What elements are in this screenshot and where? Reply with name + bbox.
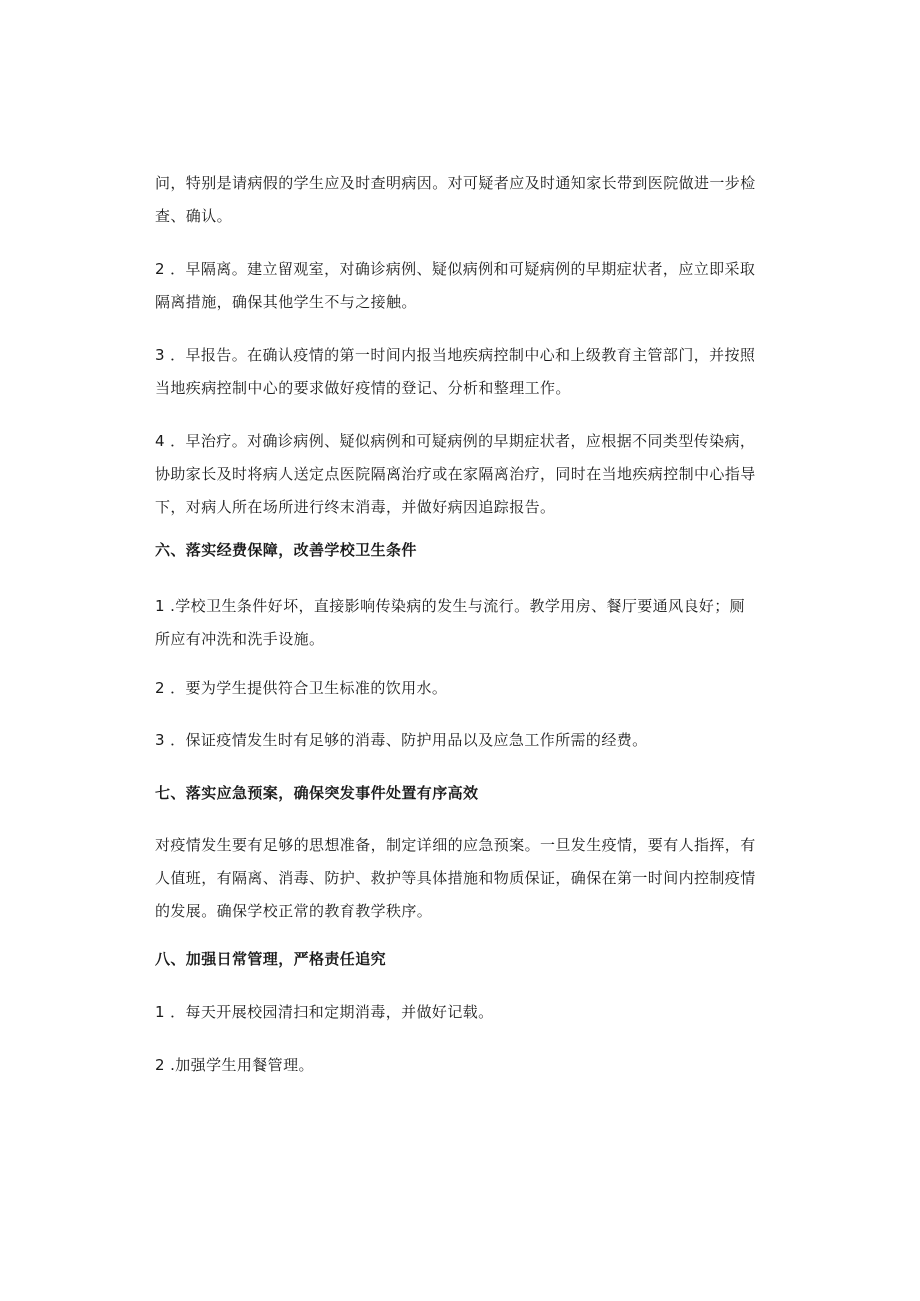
text-line: 隔离措施，确保其他学生不与之接触。: [155, 293, 417, 311]
paragraph-early-treatment: [155, 425, 770, 524]
text-line: 的发展。确保学校正常的教育教学秩序。: [155, 902, 433, 920]
text-line: 问，特别是请病假的学生应及时查明病因。对可疑者应及时通知家长带到医院做进一步检: [155, 174, 756, 192]
text-line: 3 ．保证疫情发生时有足够的消毒、防护用品以及应急工作所需的经费。: [155, 731, 648, 749]
paragraph-drinking-water: [155, 672, 770, 705]
paragraph-emergency-plan: [155, 829, 770, 928]
text-line: 2 ．早隔离。建立留观室，对确诊病例、疑似病例和可疑病例的早期症状者，应立即采取: [155, 260, 756, 278]
text-line: 1 .学校卫生条件好坏，直接影响传染病的发生与流行。教学用房、餐厅要通风良好；厕: [155, 597, 746, 615]
heading-text: 七、落实应急预案，确保突发事件处置有序高效: [155, 784, 479, 802]
text-line: 人值班，有隔离、消毒、防护、救护等具体措施和物质保证，确保在第一时间内控制疫情: [155, 869, 756, 887]
section-heading-six: [155, 534, 770, 567]
text-line: 查、确认。: [155, 207, 233, 225]
paragraph-emergency-funds: [155, 724, 770, 757]
paragraph-hygiene-conditions: [155, 590, 770, 656]
text-line: 3 ．早报告。在确认疫情的第一时间内报当地疾病控制中心和上级教育主管部门，并按照: [155, 346, 756, 364]
section-heading-eight: [155, 943, 770, 976]
text-line: 4 ．早治疗。对确诊病例、疑似病例和可疑病例的早期症状者，应根据不同类型传染病，: [155, 432, 756, 450]
text-line: 当地疾病控制中心的要求做好疫情的登记、分析和整理工作。: [155, 379, 571, 397]
text-line: 2 ．要为学生提供符合卫生标准的饮用水。: [155, 679, 448, 697]
heading-text: 六、落实经费保障，改善学校卫生条件: [155, 541, 417, 559]
text-line: 对疫情发生要有足够的思想准备，制定详细的应急预案。一旦发生疫情，要有人指挥，有: [155, 836, 756, 854]
heading-text: 八、加强日常管理，严格责任追究: [155, 950, 387, 968]
paragraph-illness-tracking: [155, 167, 770, 233]
paragraph-early-report: [155, 339, 770, 405]
paragraph-meal-management: [155, 1049, 770, 1082]
paragraph-daily-cleaning: [155, 996, 770, 1029]
section-heading-seven: [155, 777, 770, 810]
text-line: 2 .加强学生用餐管理。: [155, 1056, 314, 1074]
text-line: 协助家长及时将病人送定点医院隔离治疗或在家隔离治疗，同时在当地疾病控制中心指导: [155, 465, 756, 483]
text-line: 所应有冲洗和洗手设施。: [155, 630, 325, 648]
text-line: 下，对病人所在场所进行终末消毒，并做好病因追踪报告。: [155, 498, 556, 516]
text-line: 1 ．每天开展校园清扫和定期消毒，并做好记载。: [155, 1003, 494, 1021]
paragraph-early-isolation: [155, 253, 770, 319]
